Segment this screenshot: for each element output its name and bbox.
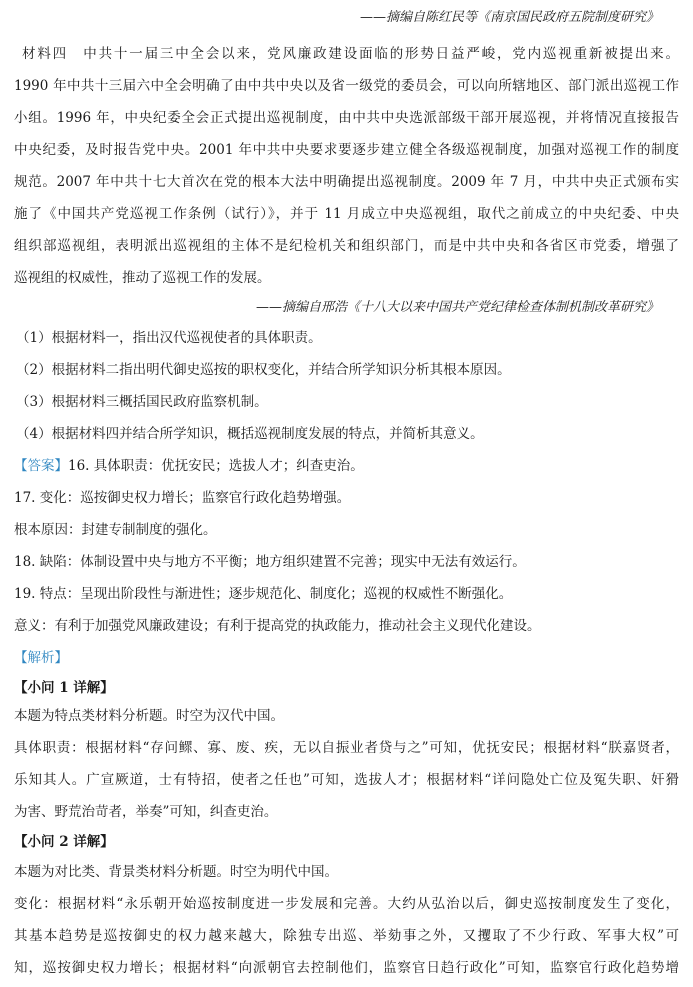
answer-line-16: [14, 456, 679, 476]
question-3: （3）根据材料三概括国民政府监察机制。: [16, 394, 268, 410]
answer-line: 意义：有利于加强党风廉政建设；有利于提高党的执政能力，推动社会主义现代化建设。: [14, 618, 541, 634]
analysis-line: 本题为特点类材料分析题。时空为汉代中国。: [14, 708, 284, 724]
answer-line: 19. 特点：呈现出阶段性与渐进性；逐步规范化、制度化；巡视的权威性不断强化。: [14, 586, 513, 602]
question-1: （1）根据材料一，指出汉代巡视使者的具体职责。: [16, 330, 322, 346]
material4-line: 规范。2007 年中共十七大首次在党的根本大法中明确提出巡视制度。2009 年 7 月，中共中央正式颁布实: [14, 174, 679, 190]
analysis-line: 本题为对比类、背景类材料分析题。时空为明代中国。: [14, 864, 338, 880]
material4-line: 1990 年中共十三届六中全会明确了由中共中央以及省一级党的委员会，可以向所辖地区、部门派出巡视工作: [14, 78, 679, 94]
material4-line: 材料四 中共十一届三中全会以来，党风廉政建设面临的形势日益严峻，党内巡视重新被提出来。: [22, 46, 679, 62]
answer-line: 18. 缺陷：体制设置中央与地方不平衡；地方组织建置不完善；现实中无法有效运行。: [14, 554, 526, 570]
answer-line: 根本原因：封建专制制度的强化。: [14, 522, 217, 538]
answer-tag: 【答案】: [14, 458, 68, 474]
material4-line: 组织部巡视组，表明派出巡视组的主体不是纪检机关和组织部门，而是中共中央和各省区市党委，增强了: [14, 238, 679, 254]
sub2-heading: 【小问 2 详解】: [14, 834, 114, 850]
analysis-line: 知，巡按御史权力增长；根据材料“向派朝官去控制他们，监察官日趋行政化”可知，监察官行政化趋势增: [14, 960, 679, 976]
answer-text: 16. 具体职责：优抚安民；选拔人才；纠查吏治。: [68, 458, 364, 474]
analysis-tag: 【解析】: [14, 650, 68, 666]
analysis-line: 变化：根据材料“永乐朝开始巡按制度进一步发展和完善。大约从弘治以后，御史巡按制度发生了变化，: [14, 896, 679, 912]
analysis-line: 乐知其人。广宣厥道，士有特招，使者之任也”可知，选拔人才；根据材料“详问隐处亡位及冤失职、奸猾: [14, 772, 679, 788]
analysis-line: 具体职责：根据材料“存问鳏、寡、废、疾，无以自振业者贷与之”可知，优抚安民；根据材料“朕嘉贤者，: [14, 740, 679, 756]
material4-line: 施了《中国共产党巡视工作条例（试行）》，并于 11 月成立中央巡视组，取代之前成立的中央纪委、中央: [14, 206, 679, 222]
sub1-heading: 【小问 1 详解】: [14, 680, 114, 696]
material3-source: ——摘编自陈红民等《南京国民政府五院制度研究》: [359, 10, 659, 25]
material4-line: 中央纪委，及时报告党中央。2001 年中共中央要求要逐步建立健全各级巡视制度，加强对巡视工作的制度: [14, 142, 679, 158]
material4-line: 巡视组的权威性，推动了巡视工作的发展。: [14, 270, 271, 286]
material4-source: ——摘编自邢浩《十八大以来中国共产党纪律检查体制机制改革研究》: [255, 300, 659, 315]
answer-line: 17. 变化：巡按御史权力增长；监察官行政化趋势增强。: [14, 490, 351, 506]
question-2: （2）根据材料二指出明代御史巡按的职权变化，并结合所学知识分析其根本原因。: [16, 362, 511, 378]
analysis-line: 其基本趋势是巡按御史的权力越来越大，除独专出巡、举劾事之外，又攫取了不少行政、军事大权”可: [14, 928, 679, 944]
question-4: （4）根据材料四并结合所学知识，概括巡视制度发展的特点，并简析其意义。: [16, 426, 484, 442]
analysis-line: 为害、野荒治苛者，举奏”可知，纠查吏治。: [14, 804, 278, 820]
material4-line: 小组。1996 年，中央纪委全会正式提出巡视制度，由中共中央选派部级干部开展巡视，并将情况直接报告: [14, 110, 679, 126]
